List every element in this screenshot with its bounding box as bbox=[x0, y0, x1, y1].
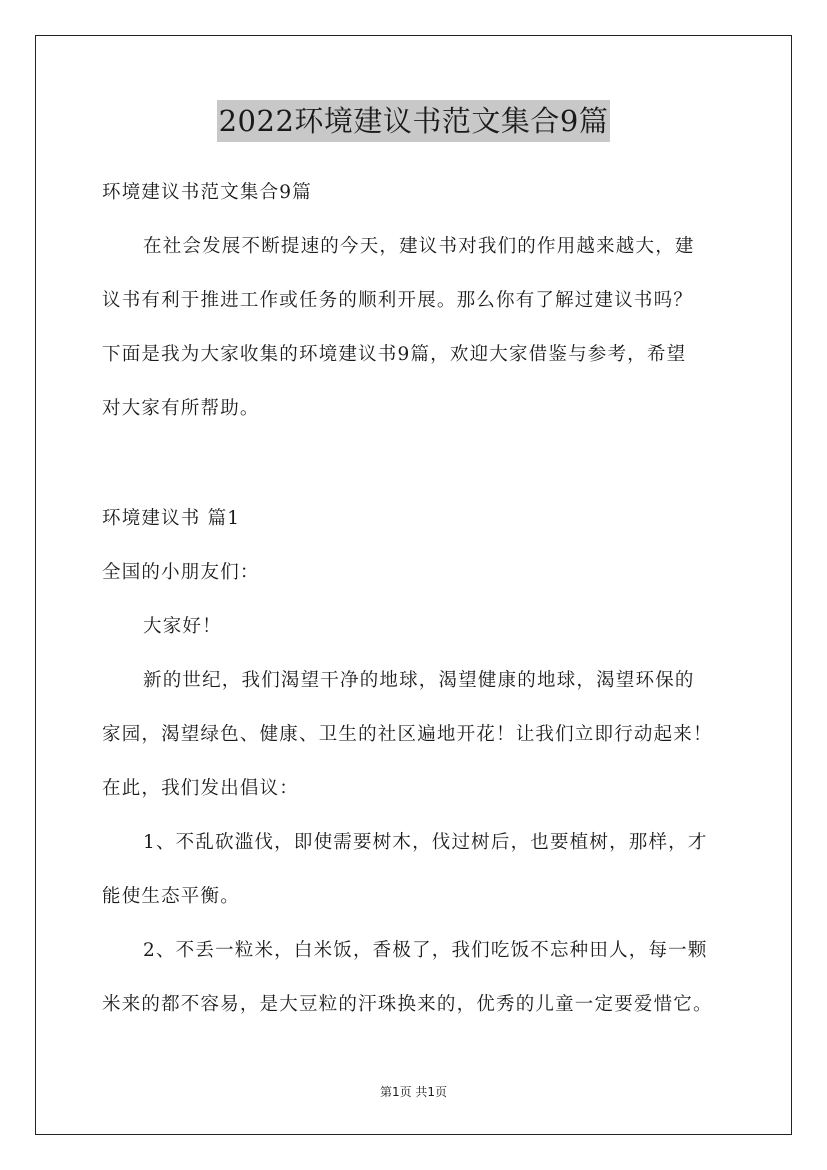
page-footer: 第1页 共1页 bbox=[379, 1085, 448, 1099]
list-item-line: 2、不丢一粒米，白米饭，香极了，我们吃饭不忘种田人，每一颗 bbox=[143, 940, 708, 961]
intro-line: 对大家有所帮助。 bbox=[102, 398, 260, 419]
intro-line: 下面是我为大家收集的环境建议书9篇，欢迎大家借鉴与参考，希望 bbox=[102, 344, 687, 365]
paragraph-line: 新的世纪，我们渴望干净的地球，渴望健康的地球，渴望环保的 bbox=[143, 670, 695, 691]
document-title: 2022环境建议书范文集合9篇 bbox=[217, 100, 611, 142]
list-item-line: 能使生态平衡。 bbox=[102, 886, 240, 907]
intro-line: 议书有利于推进工作或任务的顺利开展。那么你有了解过建议书吗？ bbox=[102, 290, 694, 311]
paragraph-line: 在此，我们发出倡议： bbox=[102, 778, 300, 799]
intro-line: 在社会发展不断提速的今天，建议书对我们的作用越来越大，建 bbox=[143, 236, 695, 257]
paragraph-line: 家园，渴望绿色、健康、卫生的社区遍地开花！让我们立即行动起来！ bbox=[102, 724, 713, 745]
list-item-line: 1、不乱砍滥伐，即使需要树木，伐过树后，也要植树，那样，才 bbox=[143, 832, 708, 853]
document-subtitle: 环境建议书范文集合9篇 bbox=[102, 182, 312, 203]
section-heading: 环境建议书 篇1 bbox=[102, 508, 241, 529]
list-item-line: 米来的都不容易，是大豆粒的汗珠换来的，优秀的儿童一定要爱惜它。 bbox=[102, 994, 713, 1015]
salutation: 全国的小朋友们： bbox=[102, 562, 260, 583]
title-wrap bbox=[0, 100, 827, 142]
greeting: 大家好！ bbox=[143, 616, 222, 637]
